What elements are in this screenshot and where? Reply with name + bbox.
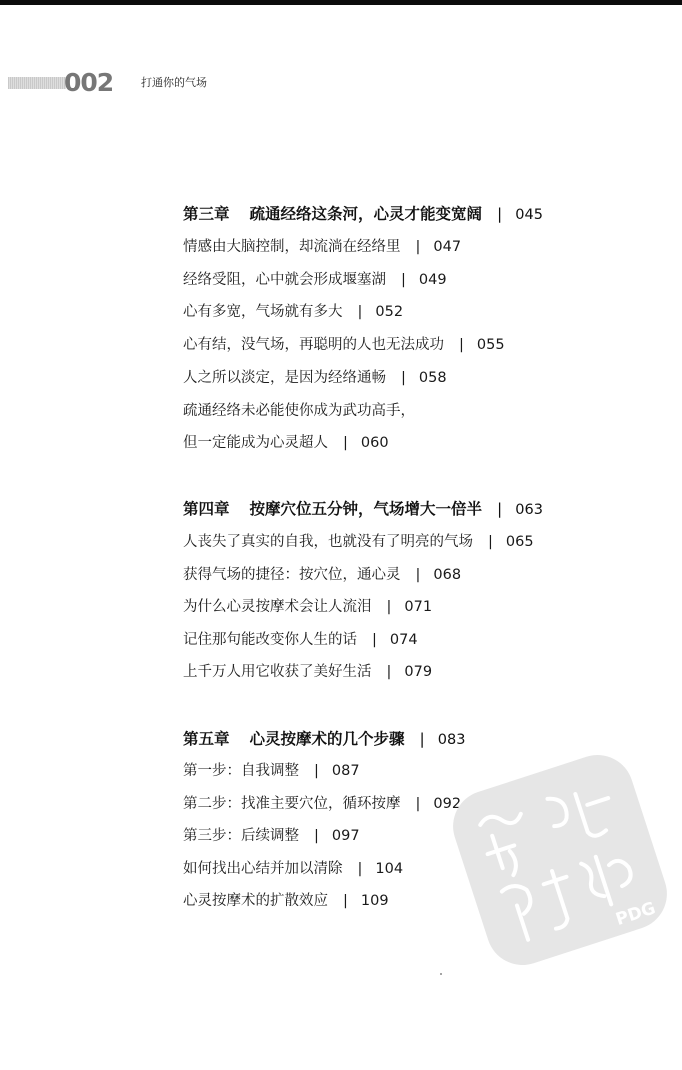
page-ref: 060 bbox=[360, 435, 389, 451]
chapter-title: 心灵按摩术的几个步骤 bbox=[249, 730, 405, 748]
toc-entry[interactable] bbox=[183, 266, 447, 294]
seal-label: PDG bbox=[613, 898, 659, 931]
page-ref: 109 bbox=[360, 893, 389, 909]
toc-entry[interactable] bbox=[183, 561, 461, 589]
separator: | bbox=[372, 632, 377, 648]
entry-title: 心灵按摩术的扩散效应 bbox=[183, 893, 328, 909]
page-ref: 071 bbox=[404, 599, 433, 615]
page-ref: 063 bbox=[515, 502, 543, 518]
entry-title: 疏通经络未必能使你成为武功高手， bbox=[183, 403, 415, 419]
separator: | bbox=[401, 370, 406, 386]
toc-entry[interactable] bbox=[183, 822, 360, 850]
separator: | bbox=[314, 828, 319, 844]
page-ref: 097 bbox=[331, 828, 360, 844]
separator: | bbox=[497, 205, 503, 223]
toc-entry[interactable] bbox=[183, 298, 403, 326]
entry-title: 人丧失了真实的自我，也就没有了明亮的气场 bbox=[183, 534, 473, 550]
entry-title: 上千万人用它收获了美好生活 bbox=[183, 664, 372, 680]
chapter-3-heading[interactable] bbox=[183, 200, 543, 228]
toc-entry[interactable] bbox=[183, 528, 534, 556]
page-ref: 065 bbox=[505, 534, 534, 550]
entry-title: 第一步：自我调整 bbox=[183, 763, 299, 779]
separator: | bbox=[343, 435, 348, 451]
pdg-seal-watermark bbox=[445, 740, 675, 980]
separator: | bbox=[386, 599, 392, 615]
separator: | bbox=[415, 567, 421, 583]
page-ref: 087 bbox=[331, 763, 360, 779]
entry-title: 为什么心灵按摩术会让人流泪 bbox=[183, 599, 372, 615]
entry-title: 经络受阻，心中就会形成堰塞湖 bbox=[183, 272, 386, 288]
toc-entry[interactable] bbox=[183, 887, 389, 915]
entry-title: 记住那句能改变你人生的话 bbox=[183, 632, 357, 648]
entry-title: 如何找出心结并加以清除 bbox=[183, 861, 343, 877]
page-ref: 049 bbox=[418, 272, 447, 288]
toc-entry[interactable] bbox=[183, 626, 418, 654]
chapter-number: 第五章 bbox=[183, 730, 230, 748]
page-ref: 058 bbox=[418, 370, 447, 386]
toc-entry[interactable] bbox=[183, 658, 432, 686]
toc-entry[interactable] bbox=[183, 233, 461, 261]
toc-entry[interactable] bbox=[183, 593, 432, 621]
page-ref: 052 bbox=[375, 304, 404, 320]
toc-entry[interactable] bbox=[183, 757, 360, 785]
separator: | bbox=[343, 893, 348, 909]
chapter-4-heading[interactable] bbox=[183, 495, 543, 523]
separator: | bbox=[357, 304, 363, 320]
separator: | bbox=[357, 861, 363, 877]
separator: | bbox=[497, 500, 503, 518]
separator: | bbox=[488, 534, 493, 550]
page-ref: 045 bbox=[515, 207, 543, 223]
chapter-number: 第四章 bbox=[183, 500, 230, 518]
seal-body bbox=[445, 746, 675, 975]
page-number: 002 bbox=[64, 68, 114, 97]
toc-entry[interactable] bbox=[183, 429, 389, 457]
toc-entry[interactable] bbox=[183, 397, 415, 425]
page-ref: 068 bbox=[433, 567, 462, 583]
separator: | bbox=[314, 763, 319, 779]
top-border-rule bbox=[0, 0, 682, 5]
chapter-number: 第三章 bbox=[183, 205, 230, 223]
entry-title: 获得气场的捷径：按穴位，通心灵 bbox=[183, 567, 401, 583]
toc-entry[interactable] bbox=[183, 364, 447, 392]
page-ref: 083 bbox=[437, 732, 466, 748]
entry-title: 心有结，没气场，再聪明的人也无法成功 bbox=[183, 337, 444, 353]
toc-entry[interactable] bbox=[183, 331, 505, 359]
entry-title: 心有多宽，气场就有多大 bbox=[183, 304, 343, 320]
separator: | bbox=[415, 796, 421, 812]
entry-title: 人之所以淡定，是因为经络通畅 bbox=[183, 370, 386, 386]
chapter-title: 疏通经络这条河，心灵才能变宽阔 bbox=[249, 205, 483, 223]
entry-title: 第二步：找准主要穴位，循环按摩 bbox=[183, 796, 401, 812]
entry-title: 但一定能成为心灵超人 bbox=[183, 435, 328, 451]
page-ref: 092 bbox=[433, 796, 462, 812]
separator: | bbox=[386, 664, 392, 680]
page-ref: 055 bbox=[476, 337, 505, 353]
entry-title: 情感由大脑控制，却流淌在经络里 bbox=[183, 239, 401, 255]
header-gray-bar bbox=[8, 77, 66, 89]
chapter-5-heading[interactable] bbox=[183, 725, 465, 753]
entry-title: 第三步：后续调整 bbox=[183, 828, 299, 844]
page-ref: 079 bbox=[404, 664, 433, 680]
page-ref: 074 bbox=[389, 632, 418, 648]
page-header bbox=[0, 68, 682, 100]
page-ref: 104 bbox=[375, 861, 404, 877]
separator: | bbox=[401, 272, 406, 288]
stray-mark bbox=[440, 973, 442, 975]
separator: | bbox=[459, 337, 464, 353]
separator: | bbox=[419, 730, 425, 748]
page-ref: 047 bbox=[433, 239, 462, 255]
chapter-title: 按摩穴位五分钟，气场增大一倍半 bbox=[249, 500, 483, 518]
toc-entry[interactable] bbox=[183, 790, 461, 818]
book-title: 打通你的气场 bbox=[141, 76, 207, 89]
toc-entry[interactable] bbox=[183, 855, 403, 883]
separator: | bbox=[415, 239, 421, 255]
